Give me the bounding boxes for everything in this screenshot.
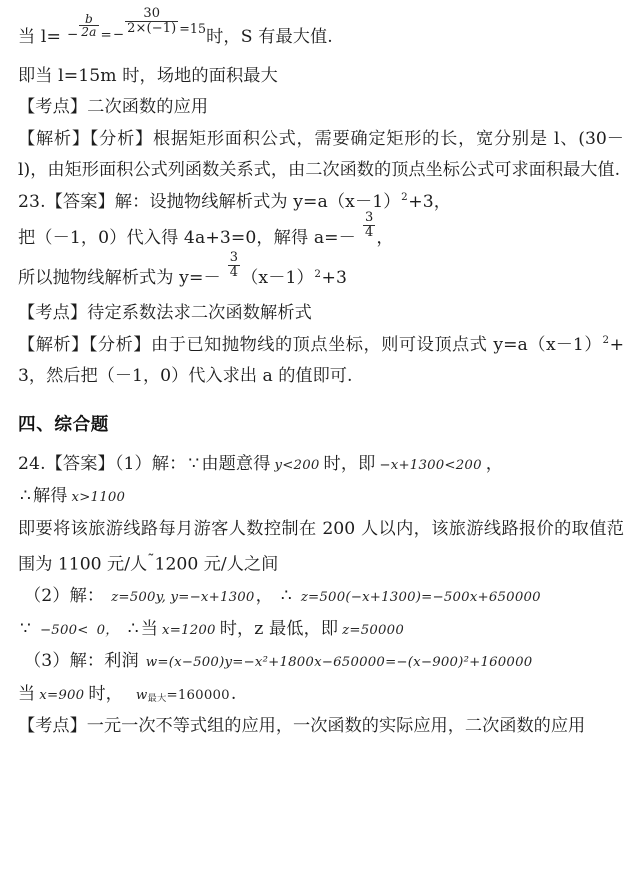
q23-line3-a: 所以抛物线解析式为 y=－: [18, 268, 221, 289]
q24-part2-comma: ，: [255, 586, 273, 607]
q23-line2-b: ，: [376, 228, 394, 249]
q24-part1-text1: 由题意得: [201, 453, 271, 474]
q24-part2-line-1: [18, 581, 624, 614]
math-x-greater-1100: x>1100: [71, 490, 126, 506]
math-inequality: −x+1300<200: [379, 457, 482, 473]
jiexi-text: 根据矩形面积公式，需要确定矩形的长，宽分别是 l、(30－l)，由矩形面积公式列函数关系式，由二次函数的顶点坐标公式可求面积最大值.: [18, 128, 624, 181]
q24-part2-dang: 当: [140, 618, 159, 639]
q24-kaodian-paragraph: [18, 711, 624, 743]
jiexi-label: 【解析】【分析】: [18, 128, 153, 149]
q22-kaodian-line: [18, 92, 624, 124]
document-body: [18, 6, 625, 743]
answer-label: 【答案】: [45, 453, 115, 474]
section-heading-comprehensive: 四、综合题: [18, 413, 109, 435]
math-z-definition: z=500y, y=−x+1300: [111, 590, 255, 606]
math-neg500-less: −500<: [39, 622, 89, 638]
q24-part1-comma: ，: [485, 453, 504, 474]
q24-part3-line-1: [18, 646, 624, 679]
q24-part2-label: （2）解：: [24, 586, 105, 607]
q23-number: 23.: [18, 191, 46, 212]
therefore-symbol: ∴: [20, 486, 31, 507]
math-x-equals-900: x=900: [39, 687, 85, 703]
fraction-denominator: 2×(−1): [127, 20, 177, 36]
q24-part1-label: （1）解：: [114, 453, 187, 474]
q22-conclusion-line: 即当 l=15m 时，场地的面积最大: [18, 65, 278, 86]
q24-part2-line-2: [18, 614, 624, 647]
q24-part1-text3: 解得: [32, 486, 68, 507]
q23-line1-a: 解：设抛物线解析式为 y=a（x－1）: [114, 191, 401, 212]
math-zero: 0，: [96, 622, 119, 638]
formula-result: 15: [189, 21, 207, 37]
formula-lead-minus: −: [66, 28, 79, 44]
therefore-symbol: ∴: [280, 586, 292, 607]
math-w-value: =160000: [166, 687, 230, 703]
q24-answer-line-1: [18, 449, 624, 482]
fraction-numerator: 3: [364, 210, 374, 226]
math-z-equals-50000: z=50000: [342, 622, 405, 638]
q23-line3-b: （x－1）: [241, 268, 314, 289]
q24-part1-text2: 时，即: [323, 453, 376, 474]
q22-max-value-line: [18, 6, 624, 61]
q22-line1-prefix: 当 l=: [18, 26, 61, 47]
q23-answer-line-3: [18, 250, 624, 298]
kaodian-text: 二次函数的应用: [87, 97, 209, 118]
formula-mid-minus: −: [112, 28, 125, 44]
tilde-range-symbol: ˜: [147, 552, 155, 570]
formula-equals-2: =: [179, 21, 190, 37]
q24-answer-line-2: [18, 481, 624, 514]
jiexi-text-b: +3，然后把（－1，0）代入求出 a 的值即可.: [18, 334, 625, 387]
jiexi-text-a: 由于已知抛物线的顶点坐标，则可设顶点式 y=a（x－1）: [151, 334, 603, 355]
because-symbol: ∵: [188, 453, 200, 474]
q23-jiexi-exponent: 2: [602, 334, 610, 347]
q23-line1-b: +3，: [408, 191, 452, 212]
math-x-equals-1200: x=1200: [162, 622, 216, 638]
fraction-b-over-2a: [79, 13, 98, 39]
fraction-numerator: 3: [229, 250, 239, 266]
because-symbol: ∵: [20, 618, 31, 639]
math-w-subscript: 最大: [147, 692, 167, 704]
q24-part1-paragraph: [18, 514, 624, 581]
fraction-3-over-4: [363, 211, 375, 239]
fraction-30-over-2x-neg1: [125, 7, 178, 35]
math-w-max: [135, 688, 231, 703]
fraction-denominator: 2a: [81, 25, 97, 40]
q23-line2-a: 把（－1，0）代入得 4a+3=0，解得 a=－: [18, 228, 356, 249]
q24-number: 24.: [18, 453, 46, 474]
q24-part3-label: （3）解：利润: [24, 651, 139, 672]
q23-answer-line-2: [18, 210, 624, 258]
fraction-numerator: 30: [125, 7, 178, 21]
fraction-3-over-4: [228, 251, 240, 279]
jiexi-label: 【解析】【分析】: [18, 334, 152, 355]
q22-vertex-formula: [66, 6, 207, 56]
q24-part3-line-2: [18, 679, 624, 712]
q23-jiexi-paragraph: [18, 330, 624, 393]
answer-label: 【答案】: [45, 191, 115, 212]
q23-exponent-2: 2: [314, 267, 322, 280]
math-y-less-200: y<200: [274, 457, 320, 473]
fraction-denominator: 4: [229, 264, 239, 280]
kaodian-label: 【考点】: [18, 303, 88, 324]
q24-part1-para-a: 即要将该旅游线路每月游客人数控制在 200 人以内，该旅游线路报价的取值范围为 1100 元/人: [18, 518, 624, 575]
math-profit-function: w=(x−500)y=−x²+1800x−650000=−(x−900)²+160000: [145, 655, 533, 671]
formula-equals-1: =: [100, 28, 112, 44]
q22-jiexi-paragraph: [18, 124, 624, 187]
kaodian-text: 一元一次不等式组的应用，一次函数的实际应用，二次函数的应用: [86, 716, 586, 737]
kaodian-text: 待定系数法求二次函数解析式: [87, 303, 312, 324]
math-w-symbol: w: [135, 687, 148, 703]
kaodian-label: 【考点】: [18, 97, 88, 118]
q23-kaodian-line: [18, 298, 624, 330]
q23-answer-line-1: [18, 187, 624, 219]
fraction-numerator: b: [79, 13, 98, 27]
q24-part3-dang: 当: [18, 683, 36, 704]
q24-part3-period: .: [230, 683, 237, 704]
q24-part3-text: 时，: [88, 683, 123, 704]
math-z-expanded: z=500(−x+1300)=−500x+650000: [300, 590, 541, 606]
fraction-denominator: 4: [364, 224, 374, 240]
q23-exponent-1: 2: [401, 191, 408, 204]
kaodian-label: 【考点】: [18, 716, 87, 737]
q24-part1-para-b: 1200 元/人之间: [154, 554, 279, 575]
therefore-symbol: ∴: [127, 618, 139, 639]
q23-line3-c: +3: [321, 268, 348, 289]
q22-line1-suffix: 时，S 有最大值.: [206, 26, 333, 47]
q24-part2-text: 时，z 最低，即: [219, 618, 339, 639]
